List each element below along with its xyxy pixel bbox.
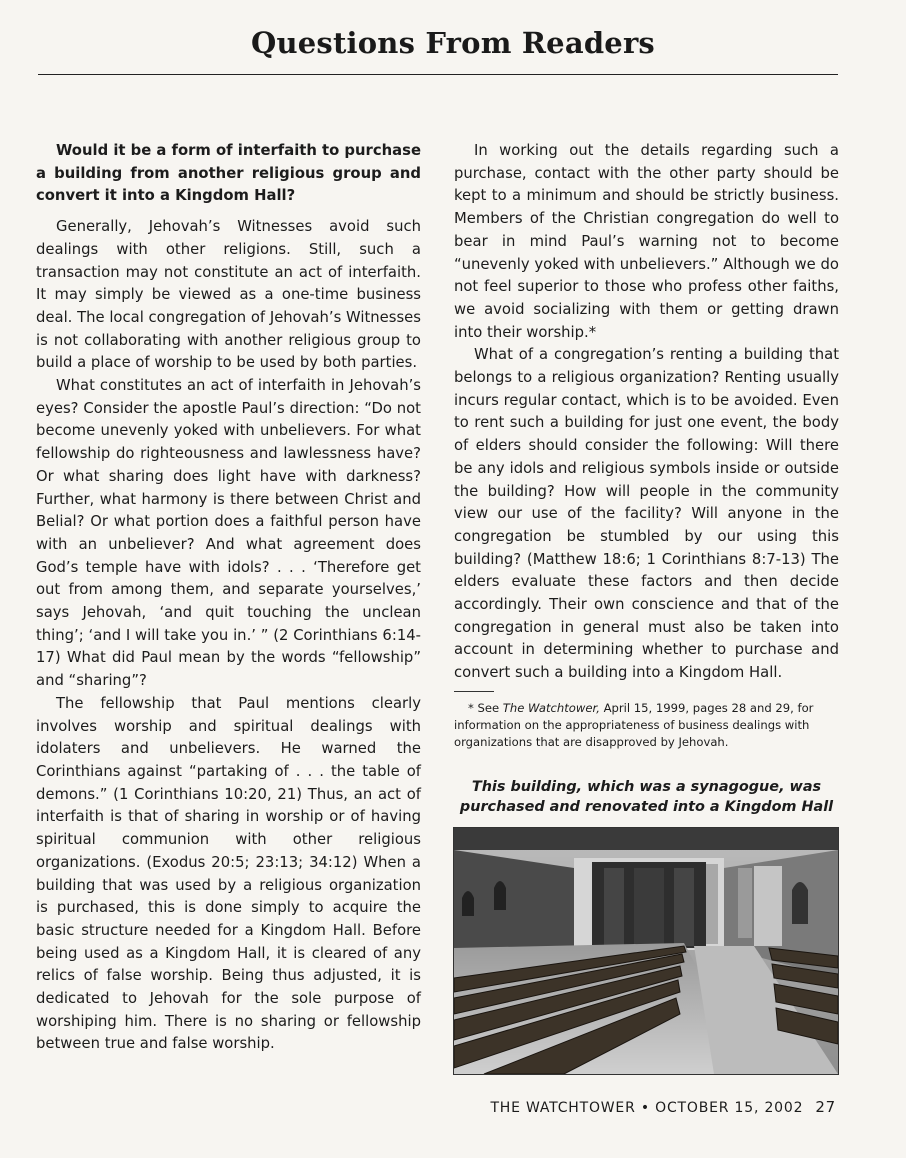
page-title: Questions From Readers: [251, 26, 655, 60]
right-column: [454, 140, 839, 817]
footnote-divider: [454, 691, 494, 692]
title-rule: [38, 74, 838, 75]
photo-illustration: [454, 828, 838, 1074]
page-number: 27: [815, 1098, 836, 1116]
footnote-prefix: * See: [468, 700, 503, 715]
page-footer: [490, 1098, 836, 1116]
paragraph: In working out the details regarding such a purchase, contact with the other party should be kept to a minimum and should be strictly business. Members of the Christian congregation do well to bear in mind Paul’s warning not to become “unevenly yoked with unbelievers.” Although we do not feel superior to those who profess other faiths, we avoid socializing with them or getting drawn into their worship.*: [454, 142, 839, 341]
footnote-publication: The Watchtower,: [502, 700, 600, 715]
paragraph: Generally, Jehovah’s Witnesses avoid such dealings with other religions. Still, such a transaction may not constitute an act of interfaith. It may simply be viewed as a one-time business deal. The local congregation of Jehovah’s Witnesses is not collaborating with another religious group to build a place of worship to be used by both parties.: [36, 218, 421, 372]
question-heading: Would it be a form of interfaith to purchase a building from another religious group and convert it into a Kingdom Hall?: [36, 142, 421, 205]
publication-footer: THE WATCHTOWER • OCTOBER 15, 2002: [490, 1100, 804, 1116]
kingdom-hall-photo: [453, 827, 839, 1075]
footnote-text: April 15, 1999, pages 28 and 29, for information on the appropriateness of business dealings with organizations that are disapproved by Jehovah.: [454, 700, 814, 749]
footnote: [454, 700, 839, 751]
photo-caption: This building, which was a synagogue, was purchased and renovated into a Kingdom Hall: [459, 778, 834, 815]
paragraph: The fellowship that Paul mentions clearly involves worship and spiritual dealings with idolaters and unbelievers. He warned the Corinthians against “partaking of . . . the table of demons.” (1 Corinthians 10:20, 21) Thus, an act of interfaith is that of sharing in worship or of having spiritual communion with other religious organizations. (Exodus 20:5; 23:13; 34:12) When a building that was used by a religious organization is purchased, this is done simply to acquire the basic structure needed for a Kingdom Hall. Before being used as a Kingdom Hall, it is cleared of any relics of false worship. Being thus adjusted, it is dedicated to Jehovah for the sole purpose of worshiping him. There is no sharing or fellowship between true and false worship.: [36, 694, 421, 1053]
paragraph: What constitutes an act of interfaith in Jehovah’s eyes? Consider the apostle Paul’s direction: “Do not become unevenly yoked with unbelievers. For what fellowship do righteousness and lawlessness have? Or what sharing does light have with darkness? Further, what harmony is there between Christ and Belial? Or what portion does a faithful person have with an unbeliever? And what agreement does God’s temple have with idols? . . . ‘Therefore get out from among them, and separate yourselves,’ says Jehovah, ‘and quit touching the unclean thing’; ‘and I will take you in.’ ” (2 Corinthians 6:14-17) What did Paul mean by the words “fellowship” and “sharing”?: [36, 377, 421, 690]
paragraph: What of a congregation’s renting a building that belongs to a religious organization? Renting usually incurs regular contact, which is to be avoided. Even to rent such a building for just one event, the body of elders should consider the following: Will there be any idols and religious symbols inside or outside the building? How will people in the community view our use of the facility? Will anyone in the congregation be stumbled by our using this building? (Matthew 18:6; 1 Corinthians 8:7-13) The elders evaluate these factors and then decide accordingly. Their own conscience and that of the congregation in general must also be taken into account in determining whether to purchase and convert such a building into a Kingdom Hall.: [454, 346, 839, 682]
left-column: [36, 140, 421, 1056]
